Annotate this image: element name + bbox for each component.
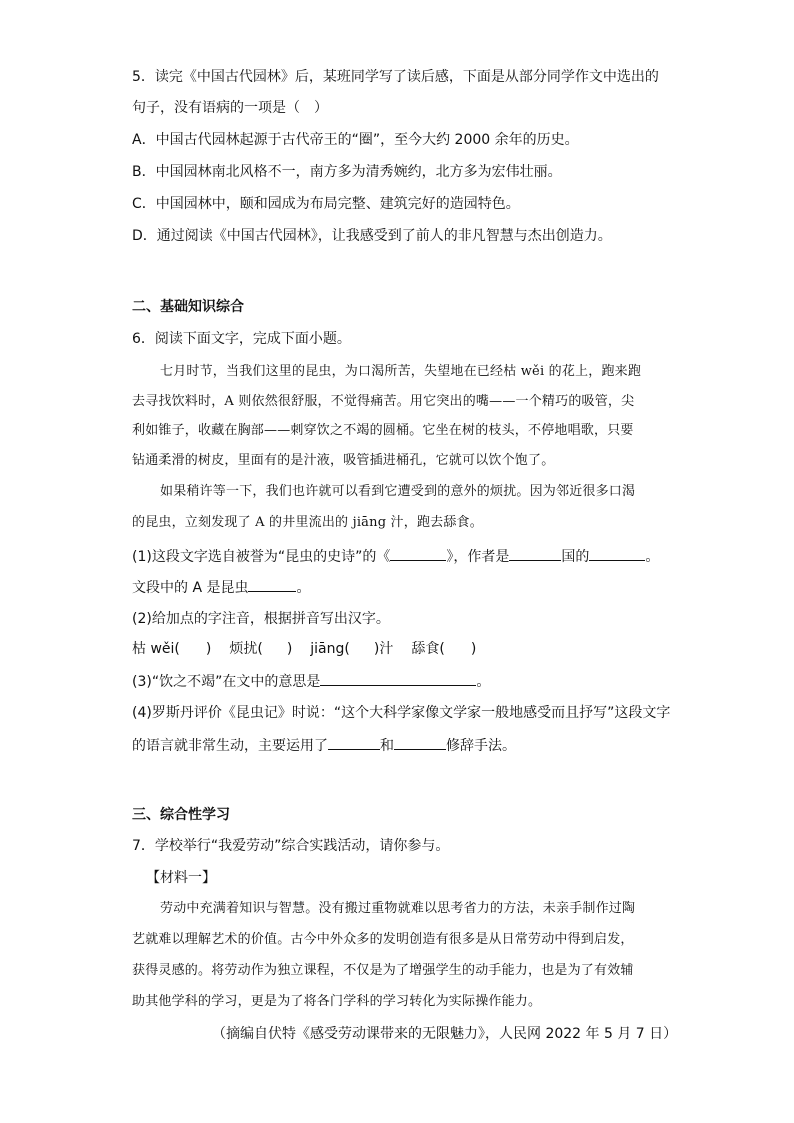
material-line-1: 劳动中充满着知识与智慧。没有搬过重物就难以思考省力的方法，未亲手制作过陶 [160,901,636,916]
sub-question-1 [132,546,672,567]
sub4-text-b: 的语言就非常生动，主要运用了 [132,738,328,754]
pinyin-item-1-close: ) [205,641,212,657]
passage-line-6: 的昆虫，立刻发现了 A 的井里流出的 jiāng 汁，跑去舔食。 [132,515,483,530]
sub4-text-d: 修辞手法。 [446,738,516,754]
q7-stem: 7．学校举行“我爱劳动”综合实践活动，请你参与。 [132,838,450,854]
pinyin-item-3-close: )汁 [373,641,394,657]
passage-line-5: 如果稍许等一下，我们也许就可以看到它遭受到的意外的烦扰。因为邻近很多口渴 [160,484,636,499]
sub-question-4-line-2 [132,735,672,756]
q6-stem: 6．阅读下面文字，完成下面小题。 [132,331,351,347]
material-line-3: 获得灵感的。将劳动作为独立课程，不仅是为了增强学生的动手能力，也是为了有效辅 [132,963,634,978]
answer-blank-insect[interactable] [248,577,296,592]
pinyin-item-2-open: 烦扰( [229,641,263,657]
sub-question-1-cont [132,577,672,598]
sub1-text-d: 。 [645,549,660,565]
pinyin-item-4-open: 舔食( [411,641,445,657]
sub-question-2-items [132,639,672,659]
material-label: 【材料一】 [146,870,216,886]
sub-question-4-line-1: (4)罗斯丹评价《昆虫记》时说：“这个大科学家像文学家一般地感受而且抒写”这段文字 [132,705,671,721]
q5-option-d: D．通过阅读《中国古代园林》，让我感受到了前人的非凡智慧与杰出创造力。 [132,228,612,244]
passage-line-3: 利如锥子，收藏在胸部——刺穿饮之不竭的圆桶。它坐在树的枝头，不停地唱歌，只要 [132,423,634,438]
sub1-text-f: 。 [296,580,311,596]
q5-option-b: B．中国园林南北风格不一，南方多为清秀婉约，北方多为宏伟壮丽。 [132,164,562,180]
material-line-2: 艺就难以理解艺术的价值。古今中外众多的发明创造有很多是从日常劳动中得到启发， [132,932,634,947]
q5-option-c: C．中国园林中，颐和园成为布局完整、建筑完好的造园特色。 [132,196,520,212]
section-3-heading: 三、综合性学习 [132,807,230,823]
answer-blank-author[interactable] [589,546,645,561]
pinyin-item-4-close: ) [470,641,477,657]
answer-blank-meaning[interactable] [320,671,476,686]
section-2-heading: 二、基础知识综合 [132,299,244,315]
q5-option-a: A．中国古代园林起源于古代帝王的“圈”，至今大约 2000 余年的历史。 [132,132,579,148]
q5-stem-line-1: 5．读完《中国古代园林》后，某班同学写了读后感，下面是从部分同学作文中选出的 [132,69,659,85]
pinyin-item-3-open: jiāng( [310,641,350,657]
material-source: （摘编自伏特《感受劳动课带来的无限魅力》，人民网 2022 年 5 月 7 日） [212,1026,678,1042]
pinyin-item-1-open: 枯 wěi( [132,641,180,657]
sub1-text-e: 文段中的 A 是昆虫 [132,580,249,596]
material-line-4: 助其他学科的学习，更是为了将各门学科的学习转化为实际操作能力。 [132,994,542,1009]
answer-blank-book[interactable] [390,546,446,561]
answer-blank-rhetoric-1[interactable] [328,735,380,750]
sub1-text-a: (1)这段文字选自被誉为“昆虫的史诗”的《 [132,549,391,565]
q5-stem-line-2: 句子，没有语病的一项是（ ） [132,100,328,116]
passage-line-2: 去寻找饮料时，A 则依然很舒服，不觉得痛苦。用它突出的嘴——一个精巧的吸管，尖 [132,394,635,409]
sub-question-3 [132,671,672,692]
sub3-text-b: 。 [476,674,491,690]
sub3-text-a: (3)“饮之不竭”在文中的意思是 [132,674,321,690]
sub1-text-c: 国的 [561,549,590,565]
sub1-text-b: 》，作者是 [446,549,510,565]
passage-line-4: 钻通柔滑的树皮，里面有的是汁液，吸管插进桶孔，它就可以饮个饱了。 [132,453,555,468]
sub4-text-c: 和 [380,738,394,754]
answer-blank-rhetoric-2[interactable] [394,735,446,750]
passage-line-1: 七月时节，当我们这里的昆虫，为口渴所苦，失望地在已经枯 wěi 的花上，跑来跑 [160,364,642,379]
pinyin-item-2-close: ) [286,641,293,657]
answer-blank-country[interactable] [509,546,561,561]
sub-question-2: (2)给加点的字注音，根据拼音写出汉字。 [132,611,390,627]
